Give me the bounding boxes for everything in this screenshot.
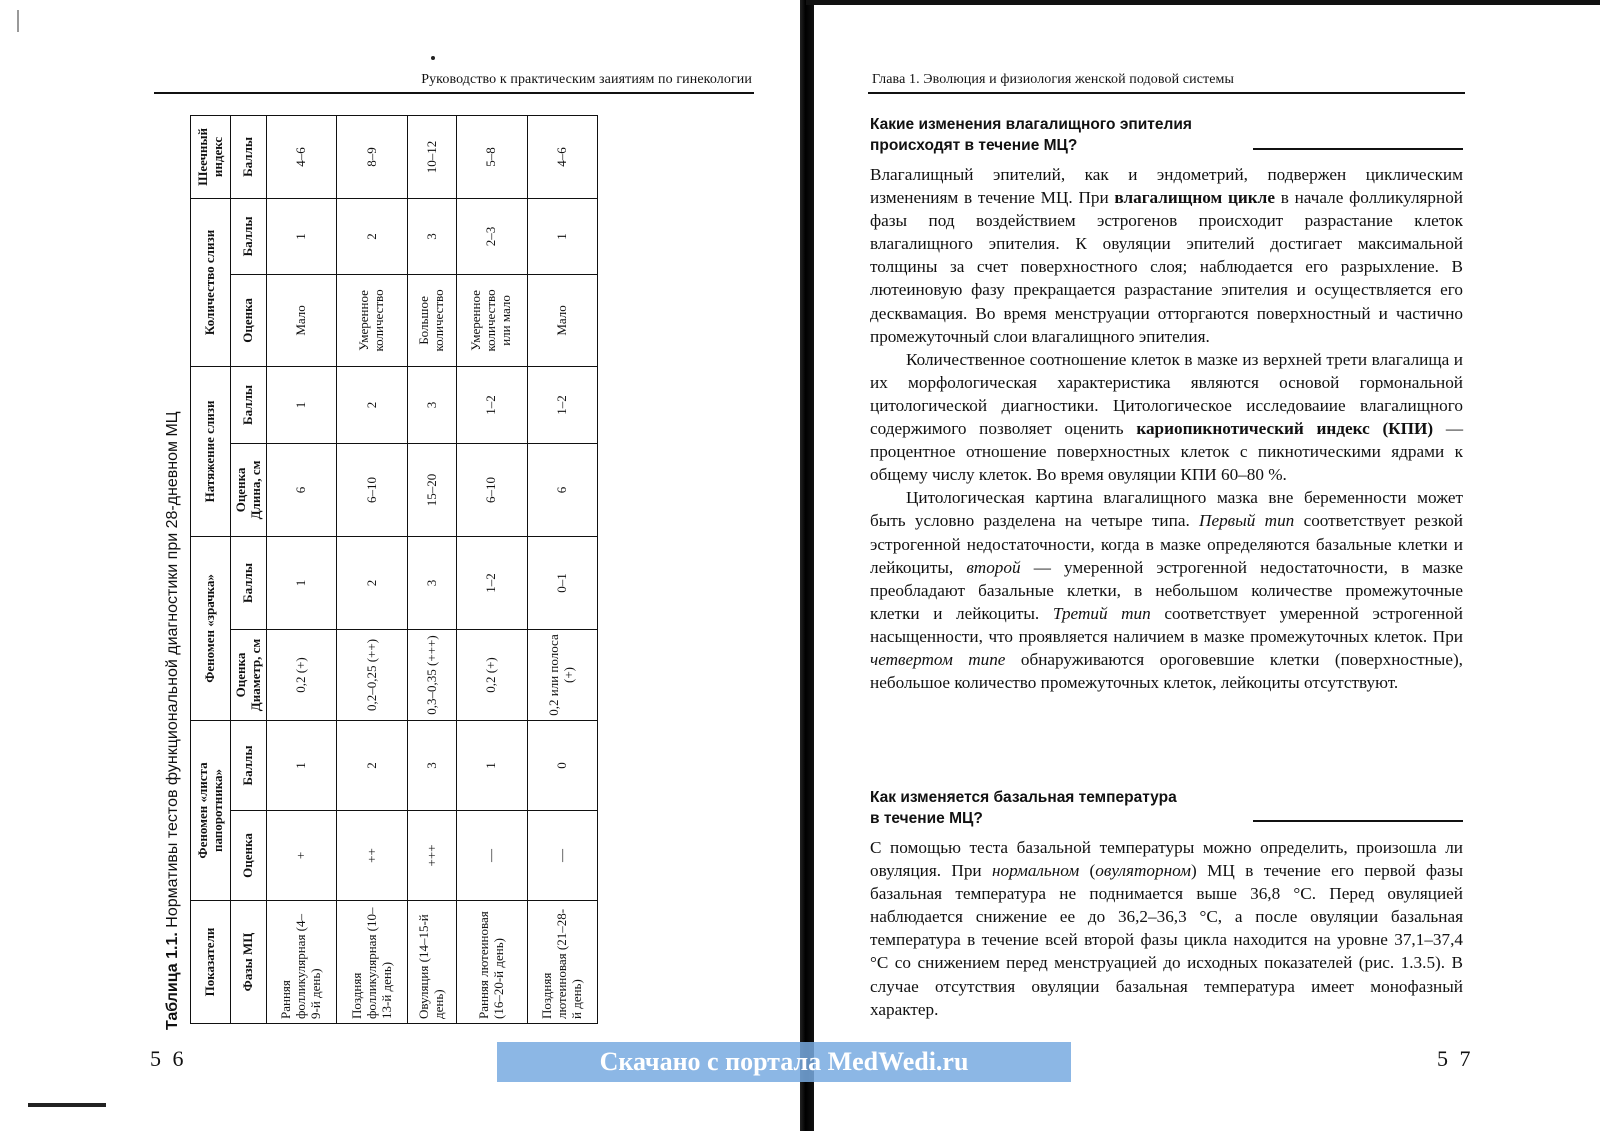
text-run: в начале фолликулярной фазы под воздействием эстрогенов происходит разрастание клеток влагалищного эпителия. К овуляции эпителий достигает максимальной толщины за счет поверхностного слоя; наблюдается его разрыхление. В лютеиновую фазу прекращается разрастание эпителия и осуществляется его десквамация. Во время менструации отторгаются поверхностный и частично промежуточный слои влагалищного эпителия. bbox=[870, 188, 1464, 346]
cell-pupil: 0,3–0,35 (+++) bbox=[407, 629, 456, 720]
cell-pupil-score: 1 bbox=[267, 536, 337, 629]
cell-tension-score: 1 bbox=[267, 366, 337, 443]
italic-term: второй bbox=[966, 557, 1021, 577]
heading-rule bbox=[1253, 148, 1463, 150]
cell-tension: 6–10 bbox=[457, 443, 527, 536]
cell-fern: — bbox=[527, 811, 597, 901]
header-rule-left bbox=[154, 92, 754, 94]
header-fern: Феномен «листа папоротника» bbox=[191, 720, 231, 900]
cell-pupil: 0,2 (+) bbox=[267, 629, 337, 720]
subheader-tension-rating: Оценка Длина, см bbox=[231, 443, 267, 536]
cell-index: 4–6 bbox=[527, 115, 597, 198]
cell-pupil-score: 0–1 bbox=[527, 536, 597, 629]
italic-term: нормальном bbox=[992, 861, 1080, 881]
cell-pupil-score: 1–2 bbox=[457, 536, 527, 629]
text-run: обнаруживаются ороговевшие клетки (поверхностные), небольшое количество промежуточных клеток, лейкоциты отсутствуют. bbox=[870, 649, 1463, 693]
table-group-header-row bbox=[191, 115, 231, 1023]
cell-index: 8–9 bbox=[337, 115, 407, 198]
bold-term: кариопикнотический индекс (КПИ) bbox=[1136, 419, 1434, 439]
section-heading-basal-temperature bbox=[870, 787, 1177, 829]
subheader-amount-score: Баллы bbox=[231, 198, 267, 274]
table-caption-text: Нормативы тестов функциональной диагностики при 28-дневном МЦ bbox=[164, 411, 181, 933]
subheader-tension-score: Баллы bbox=[231, 366, 267, 443]
cell-phase: Ранняя фолликулярная (4–9-й день) bbox=[267, 901, 337, 1024]
cell-fern: — bbox=[457, 811, 527, 901]
bold-term: влагалищном цикле bbox=[1114, 188, 1275, 208]
table-row bbox=[407, 115, 456, 1023]
cell-fern-score: 1 bbox=[267, 720, 337, 810]
cell-amount-score: 3 bbox=[407, 198, 456, 274]
table-row bbox=[267, 115, 337, 1023]
cell-pupil: 0,2 (+) bbox=[457, 629, 527, 720]
heading-line: Как изменяется базальная температура bbox=[870, 789, 1177, 806]
page-number-right: 5 7 bbox=[1437, 1046, 1474, 1071]
cell-phase: Поздняя лютеиновая (21–28-й день) bbox=[527, 901, 597, 1024]
table-sub-header-row bbox=[231, 115, 267, 1023]
norms-table bbox=[190, 115, 598, 1024]
cell-fern-score: 1 bbox=[457, 720, 527, 810]
cell-pupil-score: 3 bbox=[407, 536, 456, 629]
cell-phase: Поздняя фолликулярная (10–13-й день) bbox=[337, 901, 407, 1024]
cell-phase: Овуляция (14–15-й день) bbox=[407, 901, 456, 1024]
header-mucus-amount: Количество слизи bbox=[191, 198, 231, 366]
cell-index: 5–8 bbox=[457, 115, 527, 198]
table-row bbox=[337, 115, 407, 1023]
cell-amount: Большое количество bbox=[407, 274, 456, 366]
header-indicators: Показатели bbox=[191, 901, 231, 1024]
text-run: соответствует резкой эстрогенной недостаточности, когда в мазке определяются базальные клетки и лейкоциты, bbox=[870, 511, 1464, 577]
text-run: Влагалищный эпителий, как и эндометрий, подвержен циклическим изменениям в течение МЦ. При bbox=[870, 165, 1463, 208]
heading-line: Какие изменения влагалищного эпителия bbox=[870, 116, 1192, 133]
page-number-left: 5 6 bbox=[150, 1046, 187, 1071]
paragraph bbox=[870, 348, 1463, 487]
text-run: Цитологическая картина влагалищного мазка вне беременности может быть условно разделена на четыре типа. bbox=[870, 488, 1463, 531]
header-rule-right bbox=[868, 92, 1465, 94]
subheader-fern-score: Баллы bbox=[231, 720, 267, 810]
watermark-banner: Скачано с портала MedWedi.ru bbox=[497, 1042, 1071, 1082]
cell-tension-score: 1–2 bbox=[527, 366, 597, 443]
paragraph bbox=[870, 836, 1463, 1021]
section-body-vaginal-epithelium bbox=[870, 163, 1463, 694]
paragraph bbox=[870, 486, 1463, 694]
subheader-pupil-rating: Оценка Диаметр, см bbox=[231, 629, 267, 720]
scan-dot bbox=[431, 56, 435, 60]
cell-fern: + bbox=[267, 811, 337, 901]
heading-line: происходят в течение МЦ? bbox=[870, 137, 1078, 154]
italic-term: Третий тип bbox=[1052, 603, 1151, 623]
table-caption-label: Таблица 1.1. bbox=[164, 932, 181, 1030]
paragraph bbox=[870, 163, 1463, 348]
cell-amount-score: 2 bbox=[337, 198, 407, 274]
cell-amount-score: 2–3 bbox=[457, 198, 527, 274]
text-run: С помощью теста базальной температуры можно определить, произошла ли овуляция. При bbox=[870, 838, 1463, 881]
subheader-phases: Фазы МЦ bbox=[231, 901, 267, 1024]
cell-amount: Умеренное количество или мало bbox=[457, 274, 527, 366]
text-run: — процентное отношение поверхностных клеток с пикнотическими ядрами к общему числу клеток. Во время овуляции КПИ 60–80 %. bbox=[870, 419, 1464, 485]
header-cervical-index: Шеечный индекс bbox=[191, 115, 231, 198]
italic-term: четвертом типе bbox=[870, 649, 1006, 669]
cell-fern: ++ bbox=[337, 811, 407, 901]
subheader-fern-rating: Оценка bbox=[231, 811, 267, 901]
cell-tension-score: 1–2 bbox=[457, 366, 527, 443]
header-tension: Натяжение слизи bbox=[191, 366, 231, 536]
text-run: Количественное соотношение клеток в мазке из верхней трети влагалища и их морфологическая характеристика являются основой гормональной цитологической диагностики. Цитологическое исследоваиие влагалищного содержимого позволяет оценить bbox=[870, 349, 1463, 439]
cell-fern-score: 2 bbox=[337, 720, 407, 810]
running-head-right: Глава 1. Эволюция и физиология женской подовой системы bbox=[872, 72, 1235, 87]
text-run: ) МЦ в течение его первой фазы базальная температура не поднимается выше 36,8 °С. Перед овуляцией наблюдается снижение ее до 36,2–36,3 °С, а после овуляции базальная температура в течение всей второй фазы цикла находится на уровне 37,1–37,4 °С со снижением перед менструацией до исходных показателей (рис. 1.3.5). В случае отсутствия овуляции базальная температура имеет монофазный характер. bbox=[870, 861, 1463, 1019]
cell-index: 4–6 bbox=[267, 115, 337, 198]
subheader-pupil-score: Баллы bbox=[231, 536, 267, 629]
italic-term: овуляторном bbox=[1095, 861, 1192, 881]
cell-tension-score: 3 bbox=[407, 366, 456, 443]
text-run: — умеренной эстрогенной недостаточности, в мазке преобладают базальные клетки, в небольшом количестве промежуточные клетки и лейкоциты. bbox=[870, 557, 1463, 623]
heading-line: в течение МЦ? bbox=[870, 810, 983, 827]
italic-term: Первый тип bbox=[1199, 511, 1295, 531]
subheader-amount-rating: Оценка bbox=[231, 274, 267, 366]
table-row bbox=[527, 115, 597, 1023]
cell-amount: Мало bbox=[527, 274, 597, 366]
scan-artifact-corner bbox=[28, 1103, 106, 1107]
cell-tension: 6–10 bbox=[337, 443, 407, 536]
rotated-table-container bbox=[190, 116, 598, 1024]
header-pupil: Феномен «зрачка» bbox=[191, 536, 231, 720]
cell-fern-score: 3 bbox=[407, 720, 456, 810]
text-run: соответствует умеренной эстрогенной насыщенности, что проявляется наличием в мазке промежуточных клеток. При bbox=[870, 603, 1463, 646]
cell-tension: 15–20 bbox=[407, 443, 456, 536]
cell-phase: Ранняя лютеиновая (16–20-й день) bbox=[457, 901, 527, 1024]
table-row bbox=[457, 115, 527, 1023]
subheader-index-score: Баллы bbox=[231, 115, 267, 198]
table-caption bbox=[164, 411, 182, 1030]
section-body-basal-temperature bbox=[870, 836, 1463, 1021]
book-spine bbox=[800, 0, 814, 1131]
cell-amount-score: 1 bbox=[267, 198, 337, 274]
cell-pupil: 0,2 или полоса (+) bbox=[527, 629, 597, 720]
cell-fern: +++ bbox=[407, 811, 456, 901]
cell-pupil-score: 2 bbox=[337, 536, 407, 629]
text-run: ( bbox=[1079, 861, 1096, 881]
cell-pupil: 0,2–0,25 (++) bbox=[337, 629, 407, 720]
section-heading-vaginal-epithelium bbox=[870, 114, 1192, 156]
cell-tension: 6 bbox=[267, 443, 337, 536]
cell-tension-score: 2 bbox=[337, 366, 407, 443]
cell-fern-score: 0 bbox=[527, 720, 597, 810]
cell-amount: Мало bbox=[267, 274, 337, 366]
cell-amount-score: 1 bbox=[527, 198, 597, 274]
page-edge-shadow bbox=[806, 0, 1600, 5]
cell-index: 10–12 bbox=[407, 115, 456, 198]
scan-artifact bbox=[17, 10, 19, 32]
heading-rule bbox=[1253, 820, 1463, 822]
running-head-left: Руководство к практическим заиятиям по гинекологии bbox=[421, 72, 752, 87]
cell-tension: 6 bbox=[527, 443, 597, 536]
cell-amount: Умеренное количество bbox=[337, 274, 407, 366]
